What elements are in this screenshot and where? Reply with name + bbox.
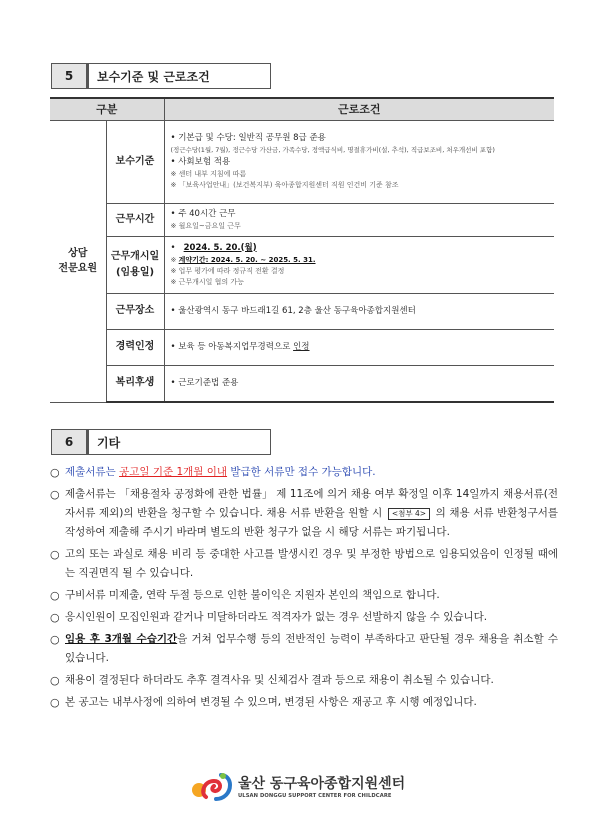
list-item [50, 671, 558, 690]
section-number: 6 [51, 429, 87, 455]
table-row [50, 365, 554, 402]
item3-text: 고의 또는 과실로 채용 비리 등 중대한 사고를 발생시킨 경우 및 부정한 방법으로 임용되었음이 인정될 때에는 직권면직 될 수 있습니다. [65, 548, 558, 579]
start-note3: ※ 근무개시일 협의 가능 [170, 277, 244, 286]
row-value-place: • 울산광역시 동구 바드래1길 61, 2층 울산 동구육아종합지원센터 [164, 293, 554, 329]
category-line1: 상담 [68, 248, 88, 259]
row-label-place: 근무장소 [106, 293, 164, 329]
list-item [50, 608, 558, 627]
section-title: 기타 [87, 429, 271, 455]
item2-text-b: 의 채용 서류 반환청구서를 작성하여 제출해 주시기 바라며 별도의 반환 청구가 없을 시 해당 서류는 파기됩니다. [65, 507, 558, 538]
header-conditions: 근로조건 [164, 98, 554, 120]
row-value-hours [164, 203, 554, 236]
row-value-welfare: • 근로기준법 준용 [164, 365, 554, 402]
category-line2: 전문요원 [58, 263, 98, 274]
logo-text-english: ULSAN DONGGU SUPPORT CENTER FOR CHILDCARE [238, 793, 392, 799]
start-label-line2: (임용일) [115, 266, 155, 278]
table-row [50, 329, 554, 365]
circle-bullet-icon: ○ [50, 674, 60, 687]
note-mark: ※ [170, 255, 177, 264]
circle-bullet-icon: ○ [50, 696, 60, 709]
row-label-pay: 보수기준 [106, 120, 164, 203]
item2-text-a: 제출서류는 「채용절차 공정화에 관한 법률」 제 11조에 의거 채용 여부 확정일 이후 14일까지 채용서류(전자서류 제외)의 반환을 청구할 수 있습니다. 채용 서류 반환을 원할 시 [65, 488, 558, 519]
table-row [50, 293, 554, 329]
circle-bullet-icon: ○ [50, 548, 60, 561]
pay-line2: • 사회보험 적용 [170, 157, 231, 167]
row-label-start [106, 236, 164, 293]
item1-text-c: 발급한 서류만 접수 가능합니다. [230, 466, 376, 478]
circle-bullet-icon: ○ [50, 611, 60, 624]
bullet: • [170, 242, 176, 253]
item-text [65, 485, 558, 542]
start-label-line1: 근무개시일 [110, 250, 160, 262]
list-item [50, 586, 558, 605]
pay-note2: ※ 「보육사업안내」(보건복지부) 육아종합지원센터 직원 인건비 기준 참조 [170, 181, 399, 189]
circle-bullet-icon: ○ [50, 589, 60, 602]
row-value-career [164, 329, 554, 365]
row-label-career: 경력인정 [106, 329, 164, 365]
start-date: 2024. 5. 20.(월) [183, 242, 257, 253]
item4-text: 구비서류 미제출, 연락 두절 등으로 인한 불이익은 지원자 본인의 책임으로 합니다. [65, 589, 440, 601]
section-5-header [51, 63, 271, 89]
pay-line1: • 기본급 및 수당: 일반직 공무원 8급 준용 [170, 133, 326, 143]
work-conditions-table [50, 97, 554, 403]
item1-text-b: 공고일 기준 1개월 이내 [119, 466, 228, 478]
start-note1 [171, 255, 549, 266]
item1-text-a: 제출서류는 [65, 466, 116, 478]
pay-line1-sub: (정근수당(1월, 7월), 정근수당 가산금, 가족수당, 정액급식비, 명절휴가비(설, 추석), 직급보조비, 처우개선비 포함) [170, 146, 495, 154]
list-item [50, 630, 558, 668]
header-category: 구분 [50, 98, 164, 120]
row-label-hours: 근무시간 [106, 203, 164, 236]
table-row [50, 203, 554, 236]
item6-text-a: 임용 후 3개월 수습기간 [65, 633, 178, 645]
list-item [50, 463, 558, 482]
row-label-welfare: 복리후생 [106, 365, 164, 402]
pay-note1: ※ 센터 내부 지침에 따름 [170, 170, 247, 178]
attachment-tag: <첨부 4> [388, 508, 430, 520]
career-recognized: 인정 [293, 341, 310, 352]
table-row [50, 120, 554, 203]
hours-line1: • 주 40시간 근무 [170, 208, 236, 219]
item-text [65, 630, 558, 668]
position-category [50, 120, 106, 402]
hours-note1: ※ 월요일~금요일 근무 [170, 221, 241, 230]
center-logo-icon [190, 771, 234, 805]
career-text: • 보육 등 아동복지업무경력으로 [170, 341, 291, 352]
logo-text-korean: 울산 동구육아종합지원센터 [238, 776, 406, 792]
table-row [50, 236, 554, 293]
circle-bullet-icon: ○ [50, 466, 60, 479]
section-number: 5 [51, 63, 87, 89]
list-item [50, 693, 558, 712]
list-item [50, 545, 558, 583]
list-item [50, 485, 558, 542]
start-line1 [171, 242, 549, 255]
table-header-row [50, 98, 554, 120]
start-note2: ※ 업무 평가에 따라 정규직 전환 결정 [170, 266, 285, 275]
row-value-pay [164, 120, 554, 203]
item-text [65, 463, 558, 482]
circle-bullet-icon: ○ [50, 488, 60, 501]
item8-text: 본 공고는 내부사정에 의하여 변경될 수 있으며, 변경된 사항은 재공고 후 시행 예정입니다. [65, 696, 477, 708]
item5-text: 응시인원이 모집인원과 같거나 미달하더라도 적격자가 없는 경우 선발하지 않을 수 있습니다. [65, 611, 488, 623]
center-logo [190, 771, 405, 805]
item6-text-b: 을 거쳐 업무수행 등의 전반적인 능력이 부족하다고 판단될 경우 채용을 취소할 수 있습니다. [65, 633, 559, 664]
row-value-start [164, 236, 554, 293]
item7-text: 채용이 결정된다 하더라도 추후 결격사유 및 신체검사 결과 등으로 채용이 취소될 수 있습니다. [65, 674, 494, 686]
section-6-header [51, 429, 271, 455]
section-title: 보수기준 및 근로조건 [87, 63, 271, 89]
notes-list [50, 463, 558, 715]
circle-bullet-icon: ○ [50, 633, 60, 646]
contract-period: 계약기간: 2024. 5. 20. ~ 2025. 5. 31. [178, 255, 316, 264]
